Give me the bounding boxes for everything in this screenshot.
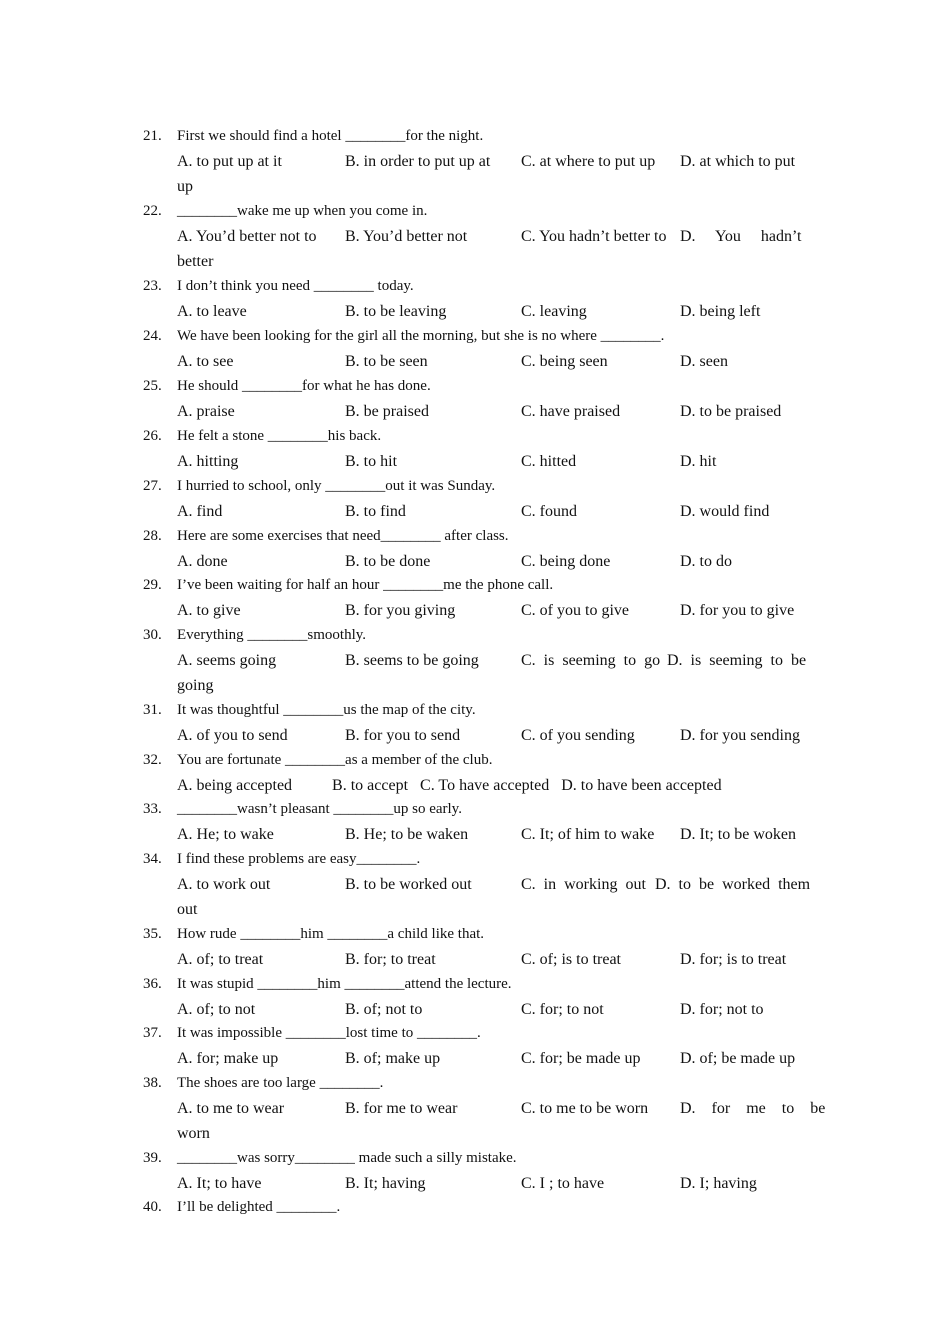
option-c: C. of; is to treat [521, 951, 621, 968]
question-number: 36. [143, 976, 162, 992]
option-a: A. to put up at it [177, 153, 282, 170]
option-d: D. to be worked them [655, 876, 811, 893]
option-d: D. to be praised [680, 403, 782, 420]
option-c: C. for; to not [521, 1001, 604, 1018]
option-a: A. You’d better not to [177, 228, 317, 245]
option-d: D. being left [680, 303, 761, 320]
question-number: 21. [143, 128, 162, 144]
option-b: B. be praised [345, 403, 429, 420]
option-b: B. in order to put up at [345, 153, 491, 170]
option-a: A. of you to send [177, 727, 288, 744]
option-b: B. You’d better not [345, 228, 468, 245]
question-stem: Here are some exercises that need________ after class. [177, 528, 509, 544]
option-d: D. at which to put [680, 153, 796, 170]
question-number: 29. [143, 577, 162, 593]
option-b: B. seems to be going [345, 652, 479, 669]
option-c: C. for; be made up [521, 1050, 641, 1067]
option-c: C. leaving [521, 303, 587, 320]
option-b: B. for you to send [345, 727, 461, 744]
option-d: D. would find [680, 503, 770, 520]
question-number: 26. [143, 428, 162, 444]
option-a: A. of; to treat [177, 951, 264, 968]
option-b: B. He; to be waken [345, 826, 469, 843]
question-stem: How rude ________him ________a child like that. [177, 926, 485, 942]
option-c: C. in working out [521, 876, 646, 893]
option-c: C. of you sending [521, 727, 635, 744]
option-b: B. It; having [345, 1175, 426, 1192]
option-d: D. of; be made up [680, 1050, 796, 1067]
question-number: 38. [143, 1075, 162, 1091]
option-d-continuation: out [177, 901, 198, 918]
question-stem: ________wasn’t pleasant ________up so early. [177, 801, 462, 817]
option-c: C. is seeming to go [521, 652, 661, 669]
option-d-continuation: worn [177, 1125, 210, 1142]
option-d: D. for me to be [680, 1100, 826, 1117]
question-number: 37. [143, 1025, 162, 1041]
option-d: D. for you sending [680, 727, 800, 744]
option-c: C. have praised [521, 403, 621, 420]
option-d-continuation: going [177, 677, 214, 694]
option-c: C. being done [521, 553, 611, 570]
option-b: B. to be seen [345, 353, 428, 370]
question-stem: ________wake me up when you come in. [177, 203, 428, 219]
question-stem: The shoes are too large ________. [177, 1075, 384, 1091]
option-c: C. at where to put up [521, 153, 656, 170]
option-b: B. for; to treat [345, 951, 436, 968]
option-b: B. to find [345, 503, 406, 520]
option-c: C. You hadn’t better to [521, 228, 667, 245]
option-c: C. found [521, 503, 577, 520]
question-number: 34. [143, 851, 162, 867]
question-stem: We have been looking for the girl all the morning, but she is no where ________. [177, 328, 665, 344]
question-number: 24. [143, 328, 162, 344]
option-d: D. to do [680, 553, 732, 570]
option-b: B. for me to wear [345, 1100, 458, 1117]
question-stem: ________was sorry________ made such a silly mistake. [177, 1150, 517, 1166]
question-stem: I hurried to school, only ________out it was Sunday. [177, 478, 496, 494]
question-stem: I’ll be delighted ________. [177, 1199, 341, 1215]
option-b: B. to hit [345, 453, 398, 470]
question-number: 22. [143, 203, 162, 219]
option-b: B. of; not to [345, 1001, 423, 1018]
option-a: A. He; to wake [177, 826, 274, 843]
option-d-continuation: better [177, 253, 214, 270]
option-b: B. for you giving [345, 602, 456, 619]
question-number: 35. [143, 926, 162, 942]
option-a: A. seems going [177, 652, 277, 669]
question-number: 39. [143, 1150, 162, 1166]
option-a: A. for; make up [177, 1050, 279, 1067]
option-d: D. is seeming to be [667, 652, 807, 669]
question-stem: He felt a stone ________his back. [177, 428, 382, 444]
option-d-continuation: up [177, 178, 193, 195]
option-d: D. for; is to treat [680, 951, 787, 968]
question-number: 40. [143, 1199, 162, 1215]
option-a: A. hitting [177, 453, 239, 470]
option-a: A. praise [177, 403, 235, 420]
option-d: D. for you to give [680, 602, 795, 619]
question-stem: First we should find a hotel ________for the night. [177, 128, 484, 144]
question-number: 25. [143, 378, 162, 394]
option-a: A. to see [177, 353, 234, 370]
option-d: D. seen [680, 353, 728, 370]
option-d: D. You hadn’t [680, 228, 802, 245]
option-c: C. being seen [521, 353, 608, 370]
option-a: A. done [177, 553, 228, 570]
question-stem: I find these problems are easy________. [177, 851, 421, 867]
question-stem: It was thoughtful ________us the map of the city. [177, 702, 476, 718]
question-stem: He should ________for what he has done. [177, 378, 431, 394]
question-stem: I don’t think you need ________ today. [177, 278, 414, 294]
option-c: C. hitted [521, 453, 577, 470]
option-b: B. to be done [345, 553, 431, 570]
option-c: C. I ; to have [521, 1175, 605, 1192]
option-a: A. to me to wear [177, 1100, 285, 1117]
option-c: C. of you to give [521, 602, 629, 619]
option-d: D. for; not to [680, 1001, 764, 1018]
options-line: A. being accepted B. to accept C. To have accepted D. to have been accepted [177, 777, 722, 794]
question-number: 30. [143, 627, 162, 643]
option-d: D. I; having [680, 1175, 757, 1192]
question-stem: It was impossible ________lost time to ________. [177, 1025, 481, 1041]
question-number: 32. [143, 752, 162, 768]
question-number: 31. [143, 702, 162, 718]
option-d: D. It; to be woken [680, 826, 796, 843]
question-number: 33. [143, 801, 162, 817]
option-a: A. to work out [177, 876, 271, 893]
option-a: A. find [177, 503, 223, 520]
option-a: A. It; to have [177, 1175, 262, 1192]
option-c: C. to me to be worn [521, 1100, 649, 1117]
question-stem: I’ve been waiting for half an hour ________me the phone call. [177, 577, 554, 593]
option-a: A. to give [177, 602, 241, 619]
question-number: 28. [143, 528, 162, 544]
question-stem: Everything ________smoothly. [177, 627, 367, 643]
option-b: B. to be worked out [345, 876, 472, 893]
question-number: 23. [143, 278, 162, 294]
option-a: A. of; to not [177, 1001, 256, 1018]
option-a: A. to leave [177, 303, 247, 320]
option-b: B. to be leaving [345, 303, 447, 320]
question-stem: You are fortunate ________as a member of the club. [177, 752, 493, 768]
question-stem: It was stupid ________him ________attend the lecture. [177, 976, 512, 992]
question-number: 27. [143, 478, 162, 494]
option-d: D. hit [680, 453, 717, 470]
option-c: C. It; of him to wake [521, 826, 655, 843]
option-b: B. of; make up [345, 1050, 441, 1067]
